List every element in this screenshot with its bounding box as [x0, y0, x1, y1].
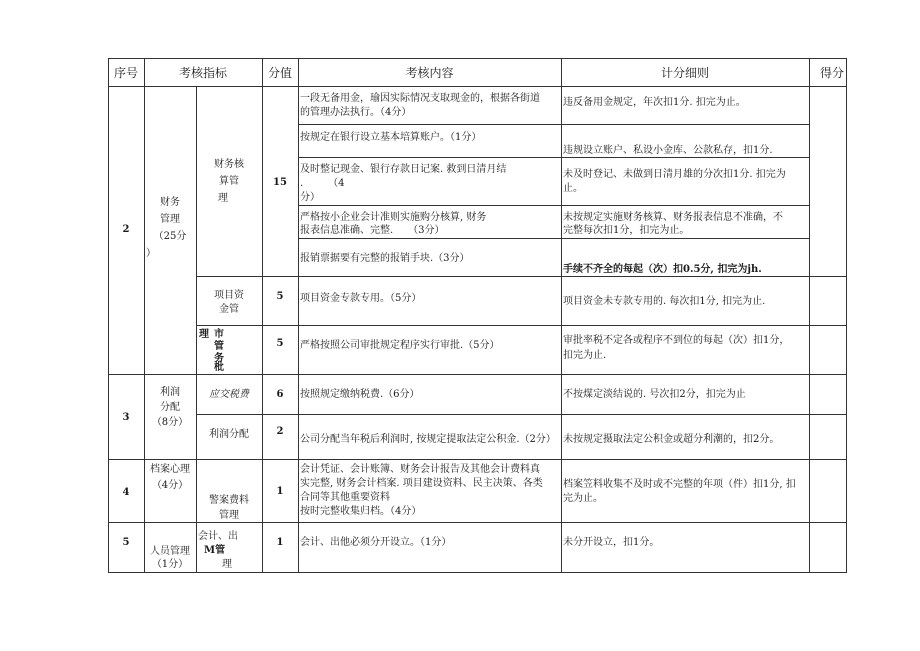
sub-approval-left: 理 [199, 329, 209, 340]
sub-project-funds-line2: 金管 [219, 304, 239, 315]
sub-archives-line2: 管理 [219, 510, 239, 521]
table-border-right [846, 58, 847, 573]
row-divider [298, 238, 809, 239]
row-divider [298, 157, 809, 158]
content-2-4-line2: 报表信息准确、完整. （3分） [300, 225, 445, 236]
sub-accounting-line1: 财务核 [214, 159, 244, 170]
detail-2-2: 违规设立账户、私设小金库、公款私存，扣1分. [563, 145, 773, 156]
header-content: 考核内容 [405, 66, 454, 80]
sub-profit: 利润分配 [209, 429, 249, 440]
content-profit: 公司分配当年税后利润时, 按规定提取法定公积金.（2分） [300, 434, 556, 445]
sub-project-funds-line1: 项目资 [214, 290, 244, 301]
detail-2-3-line2: 止。 [563, 183, 583, 194]
row-divider [108, 459, 846, 460]
column-divider [144, 58, 145, 573]
sub-archives-line1: 警案费料 [209, 495, 249, 506]
cat-5-line2: （1分） [151, 559, 189, 570]
row-divider [196, 325, 846, 326]
detail-2-1: 违反备用金规定，年次扣1分. 扣完为止。 [563, 97, 746, 108]
content-archives-line4: 按时完整收集归档。（4分） [300, 506, 422, 517]
sub-personnel-line1: 会计、出 [198, 531, 238, 542]
content-approval: 严格按照公司审批规定程序实行审批.（5分） [300, 340, 500, 351]
content-2-1-line1: 一段无备用金，瑜因实际情况支取现金的，根据各街道 [300, 93, 540, 104]
detail-2-4-line2: 完整每次扣1分，扣完为止。 [563, 225, 690, 236]
sub-approval-line1: 市 [214, 329, 224, 340]
cat-3-line3: （8分） [151, 417, 189, 428]
detail-profit: 未按规定摄取法定公积金或超分利潮的，扣2分。 [563, 434, 780, 445]
detail-taxes: 不按煤定淡结说的. 号次扣2分，扣完为止 [563, 389, 746, 400]
column-divider [561, 58, 562, 573]
sub-personnel-line3: 理 [222, 559, 232, 570]
content-archives-line2: 实完整, 财务会计档案. 项目建设资料、民主决策、各类 [300, 478, 543, 489]
column-divider [298, 58, 299, 573]
content-2-4-line1: 严格按小企业会计准则实施购分核算, 财务 [300, 212, 487, 223]
row-divider [298, 124, 809, 125]
score-profit: 2 [276, 426, 284, 437]
content-2-3-line1: 及时整记现金、银行存款日记案. 救到日清月结 [300, 164, 507, 175]
cat-2-line1: 财务 [160, 197, 180, 208]
header-score: 分值 [267, 66, 292, 80]
content-archives-line1: 会计凭证、会计账簿、财务会计报告及其他会计费料真 [300, 464, 540, 475]
detail-archives-line1: 档案笠料收集不及时或不完整的年项（件）扣1分, 扣 [563, 479, 796, 490]
header-indicator: 考核指标 [178, 66, 227, 80]
seq-3: 3 [122, 412, 130, 423]
score-taxes: 6 [276, 389, 284, 400]
sub-approval-line2: 管 [214, 341, 224, 352]
content-2-1-line2: 的管理办法执行。（4分） [300, 107, 412, 118]
seq-5: 5 [122, 537, 130, 548]
content-2-2: 按规定在银行设立基本培算账户。（1分） [300, 132, 482, 143]
table-border-top [108, 58, 846, 59]
content-project-funds: 项目资金专款专用。（5分） [300, 293, 422, 304]
score-project-funds: 5 [276, 291, 284, 302]
cat-5-line1: 人员管理 [150, 546, 190, 557]
detail-2-4-line1: 未按规定实施财务核算、财务报表信息不准确，不 [563, 212, 783, 223]
row-divider [196, 276, 846, 277]
detail-approval-line1: 审批率税不定各或程序不到位的每起（次）扣1分， [563, 335, 790, 346]
sub-approval-line3: 务 [214, 353, 224, 364]
score-personnel: 1 [276, 537, 284, 548]
detail-project-funds: 项目资金未专款专用的. 每次扣1分, 扣完为止. [563, 296, 766, 307]
sub-personnel-line2: M管 [204, 545, 226, 556]
row-divider [298, 205, 809, 206]
header-detail: 计分细则 [660, 66, 709, 80]
score-approval: 5 [276, 338, 284, 349]
cat-2-line2: 管理 [160, 214, 180, 225]
cat-4-line1: 档案心理 [150, 464, 190, 475]
row-divider [108, 374, 846, 375]
sub-approval-line4: 枇 [214, 362, 224, 373]
sub-taxes: 应交税费 [209, 389, 249, 400]
detail-archives-line2: 完为止。 [563, 493, 603, 504]
content-2-3-line3: 分） [300, 192, 320, 203]
detail-2-3-line1: 未及时登记、未做到日清月雄的分次扣1分. 扣完为 [563, 169, 786, 180]
row-divider [196, 414, 846, 415]
table-border-bottom [108, 572, 846, 573]
header-divider [108, 86, 846, 87]
detail-2-5: 手续不齐全的每起（次）扣0.5分, 扣完为jh. [563, 264, 762, 275]
content-2-3-line2: . （4 [300, 178, 345, 189]
row-divider [108, 522, 846, 523]
cat-3-line1: 利润 [160, 387, 180, 398]
column-divider [809, 58, 810, 573]
detail-approval-line2: 扣完为止. [563, 350, 607, 361]
header-got: 得分 [820, 66, 845, 80]
cat-3-line2: 分配 [160, 402, 180, 413]
content-archives-line3: 合同等其他重要资料 [300, 492, 390, 503]
detail-personnel: 未分开设立，扣1分。 [563, 537, 660, 548]
score-archives: 1 [276, 486, 284, 497]
cat-2-line4: ） [146, 248, 156, 259]
content-2-5: 报销票据要有完整的报销手块.（3分） [300, 253, 470, 264]
cat-4-line2: （4分） [151, 480, 189, 491]
sub-accounting-line3: 理 [218, 193, 228, 204]
score-accounting: 15 [273, 177, 287, 188]
cat-2-line3: （25分 [153, 231, 187, 242]
header-seq: 序号 [113, 66, 138, 80]
sub-accounting-line2: 算管 [219, 176, 239, 187]
content-personnel: 会计、出他必须分开设立。（1分） [300, 537, 452, 548]
seq-2: 2 [122, 224, 130, 235]
seq-4: 4 [122, 487, 130, 498]
content-taxes: 按照规定缴纳税费.（6分） [300, 389, 420, 400]
